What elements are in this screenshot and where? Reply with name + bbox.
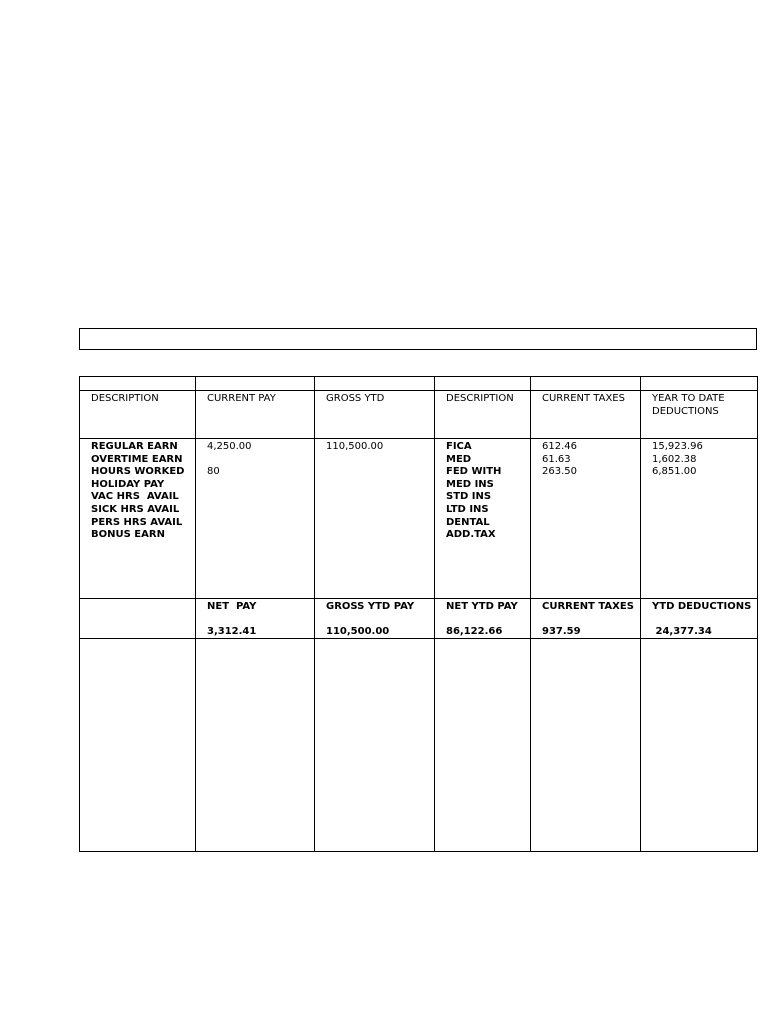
- tax-label: FED WITH: [446, 466, 502, 478]
- totals-row: [80, 599, 758, 639]
- col-header-ytd-deductions-line2: DEDUCTIONS: [652, 405, 719, 417]
- current-tax-value: 612.46: [542, 441, 577, 452]
- ytd-deduction-values: [641, 439, 757, 479]
- spacer-row: [80, 377, 758, 391]
- col-header-ytd-deductions-line1: YEAR TO DATE: [652, 393, 725, 404]
- earnings-labels: [80, 439, 195, 542]
- ytd-deductions-value: 24,377.34: [652, 625, 712, 637]
- earn-label: PERS HRS AVAIL: [91, 516, 183, 528]
- header-box: [79, 328, 757, 350]
- current-taxes-total: [531, 599, 640, 638]
- current-pay-value: 4,250.00: [207, 441, 252, 452]
- column-header-row: [80, 391, 758, 439]
- current-taxes-label: CURRENT TAXES: [542, 601, 634, 612]
- ytd-deductions-label: YTD DEDUCTIONS: [652, 601, 752, 612]
- earn-label: OVERTIME EARN: [91, 453, 183, 465]
- tax-label: FICA: [446, 441, 472, 452]
- col-header-current-pay: CURRENT PAY: [207, 393, 276, 404]
- pay-stub-table: [79, 376, 758, 852]
- current-taxes-value: 937.59: [542, 625, 581, 637]
- current-pay-value: 80: [207, 465, 220, 477]
- ytd-deduction-value: 15,923.96: [652, 441, 703, 452]
- earn-label: REGULAR EARN: [91, 441, 178, 452]
- col-header-description: DESCRIPTION: [91, 393, 159, 404]
- net-pay-value: 3,312.41: [207, 625, 257, 637]
- current-tax-value: 263.50: [542, 466, 577, 478]
- net-pay-total: [196, 599, 314, 638]
- tax-label: ADD.TAX: [446, 529, 496, 541]
- tax-label: STD INS: [446, 491, 492, 503]
- earn-label: VAC HRS AVAIL: [91, 491, 179, 503]
- gross-ytd-total: [315, 599, 434, 638]
- gross-ytd-pay-label: GROSS YTD PAY: [326, 601, 415, 612]
- col-header-gross-ytd: GROSS YTD: [326, 393, 385, 404]
- gross-ytd-values: [315, 439, 434, 454]
- net-ytd-total: [435, 599, 530, 638]
- tax-label: MED: [446, 453, 472, 465]
- tax-labels: [435, 439, 530, 542]
- earn-label: HOLIDAY PAY: [91, 478, 165, 490]
- col-header-description-2: DESCRIPTION: [446, 393, 514, 404]
- earn-label: SICK HRS AVAIL: [91, 503, 180, 515]
- net-ytd-pay-value: 86,122.66: [446, 625, 503, 637]
- current-tax-values: [531, 439, 640, 479]
- current-pay-value-blank: [207, 454, 312, 466]
- tax-label: MED INS: [446, 478, 494, 490]
- col-header-current-taxes: CURRENT TAXES: [542, 393, 625, 404]
- detail-row: [80, 439, 758, 599]
- ytd-deduction-value: 1,602.38: [652, 453, 697, 465]
- ytd-deductions-total: [641, 599, 757, 638]
- net-pay-label: NET PAY: [207, 601, 257, 612]
- current-tax-value: 61.63: [542, 453, 571, 465]
- tax-label: DENTAL: [446, 516, 490, 528]
- earn-label: HOURS WORKED: [91, 466, 185, 478]
- current-pay-values: [196, 439, 314, 478]
- gross-ytd-pay-value: 110,500.00: [326, 625, 390, 637]
- empty-row: [80, 639, 758, 852]
- tax-label: LTD INS: [446, 503, 489, 515]
- earn-label: BONUS EARN: [91, 529, 165, 541]
- net-ytd-pay-label: NET YTD PAY: [446, 601, 518, 612]
- ytd-deduction-value: 6,851.00: [652, 466, 697, 478]
- gross-ytd-value: 110,500.00: [326, 441, 384, 452]
